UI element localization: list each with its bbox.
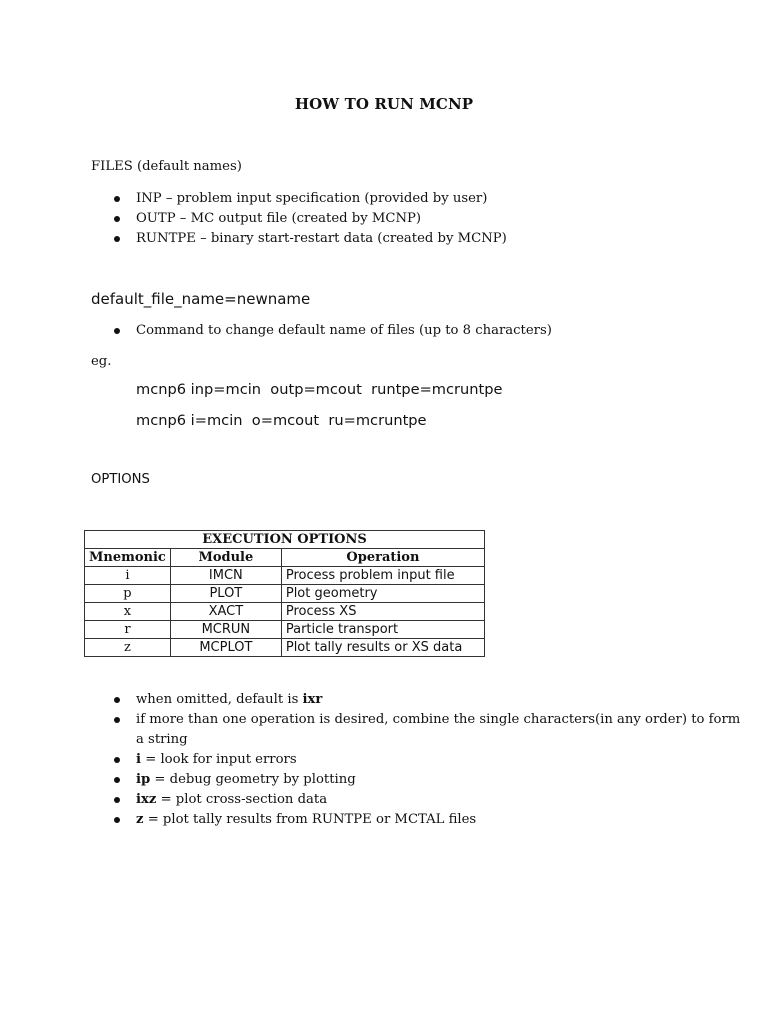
- table-caption: EXECUTION OPTIONS: [85, 531, 485, 549]
- bullet-icon: [114, 777, 120, 783]
- page-title: HOW TO RUN MCNP: [294, 95, 474, 113]
- table-cell-mnemonic: i: [85, 567, 171, 585]
- example-command-short: mcnp6 i=mcin o=mcout ru=mcruntpe: [136, 412, 427, 429]
- files-heading: FILES (default names): [91, 159, 242, 174]
- column-header-operation: Operation: [281, 549, 484, 567]
- execution-options-table: [84, 530, 485, 657]
- list-item: ixz = plot cross-section data: [136, 790, 740, 810]
- list-item: INP – problem input specification (provided by user): [136, 189, 507, 209]
- column-header-module: Module: [170, 549, 281, 567]
- bullet-icon: [114, 697, 120, 703]
- table-cell-mnemonic: r: [85, 621, 171, 639]
- list-item: i = look for input errors: [136, 750, 740, 770]
- table-header-row: [85, 549, 485, 567]
- table-cell-operation: Particle transport: [281, 621, 484, 639]
- list-item: when omitted, default is ixr: [136, 690, 740, 710]
- bullet-icon: [114, 797, 120, 803]
- column-header-mnemonic: Mnemonic: [85, 549, 171, 567]
- table-cell-mnemonic: x: [85, 603, 171, 621]
- list-item-continuation: a string: [136, 732, 188, 747]
- table-cell-module: MCRUN: [170, 621, 281, 639]
- table-cell-operation: Plot geometry: [281, 585, 484, 603]
- bullet-icon: [114, 328, 120, 334]
- table-cell-module: MCPLOT: [170, 639, 281, 657]
- table-cell-module: PLOT: [170, 585, 281, 603]
- table-cell-module: XACT: [170, 603, 281, 621]
- bullet-icon: [114, 236, 120, 242]
- table-cell-operation: Process problem input file: [281, 567, 484, 585]
- example-command-long: mcnp6 inp=mcin outp=mcout runtpe=mcruntpe: [136, 381, 503, 398]
- options-heading: OPTIONS: [91, 472, 150, 487]
- list-item: RUNTPE – binary start-restart data (created by MCNP): [136, 229, 507, 249]
- list-item: Command to change default name of files (up to 8 characters): [136, 321, 552, 341]
- eg-label: eg.: [91, 354, 112, 369]
- options-notes-list: [136, 690, 740, 830]
- list-item: if more than one operation is desired, combine the single characters(in any order) to form: [136, 710, 740, 730]
- table-cell-operation: Process XS: [281, 603, 484, 621]
- table-row: [85, 585, 485, 603]
- table-cell-operation: Plot tally results or XS data: [281, 639, 484, 657]
- list-item: ip = debug geometry by plotting: [136, 770, 740, 790]
- files-list: [136, 189, 507, 249]
- table-cell-module: IMCN: [170, 567, 281, 585]
- bullet-icon: [114, 196, 120, 202]
- bullet-icon: [114, 757, 120, 763]
- table-row: [85, 567, 485, 585]
- table-cell-mnemonic: p: [85, 585, 171, 603]
- bullet-icon: [114, 717, 120, 723]
- list-item: OUTP – MC output file (created by MCNP): [136, 209, 507, 229]
- rename-list: [136, 321, 552, 341]
- list-item: z = plot tally results from RUNTPE or MCTAL files: [136, 810, 740, 830]
- table-row: [85, 603, 485, 621]
- rename-heading: default_file_name=newname: [91, 290, 311, 308]
- bullet-icon: [114, 216, 120, 222]
- table-row: [85, 639, 485, 657]
- bullet-icon: [114, 817, 120, 823]
- table-cell-mnemonic: z: [85, 639, 171, 657]
- table-row: [85, 621, 485, 639]
- table-caption-row: [85, 531, 485, 549]
